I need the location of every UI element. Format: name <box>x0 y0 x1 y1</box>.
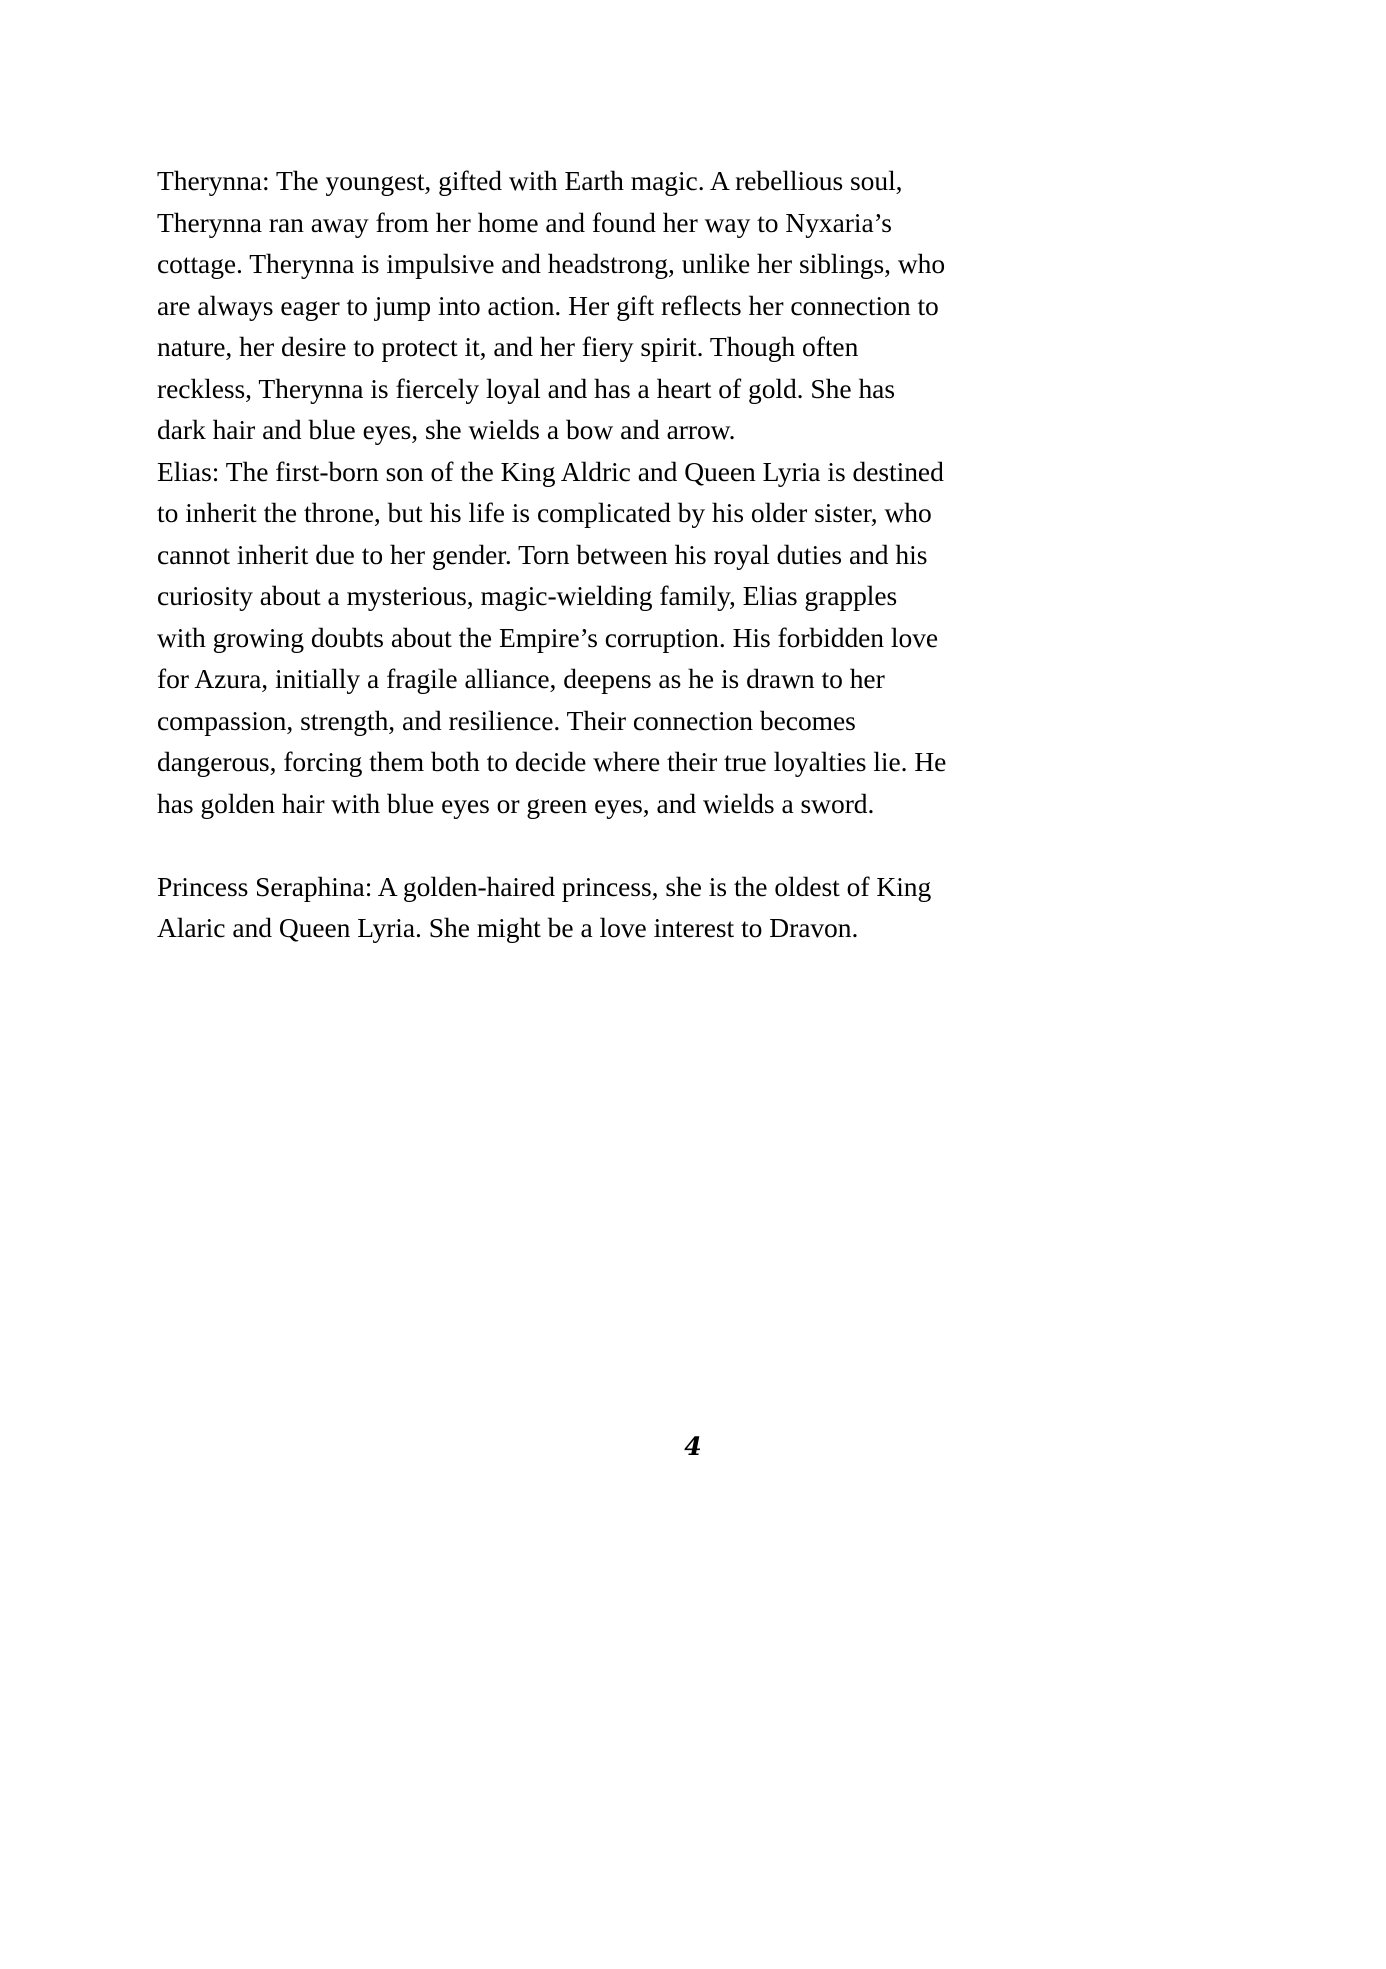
paragraph-seraphina: Princess Seraphina: A golden-haired princess, she is the oldest of King Alaric and Queen Lyria. She might be a love interest to Dravon. <box>157 870 932 943</box>
document-text-column <box>157 160 949 949</box>
page-number: 4 <box>684 1432 702 1461</box>
paragraph-therynna: Therynna: The youngest, gifted with Earth magic. A rebellious soul, Therynna ran away from her home and found her way to Nyxaria’s cottage. Therynna is impulsive and headstrong, unlike her siblings, who are always eager to jump into action. Her gift reflects her connection to nature, her desire to protect it, and her fiery spirit. Though often reckless, Therynna is fiercely loyal and has a heart of gold. She has dark hair and blue eyes, she wields a bow and arrow. <box>157 165 946 445</box>
paragraph-elias: Elias: The first-born son of the King Aldric and Queen Lyria is destined to inherit the throne, but his life is complicated by his older sister, who cannot inherit due to her gender. Torn between his royal duties and his curiosity about a mysterious, magic-wielding family, Elias grapples with growing doubts about the Empire’s corruption. His forbidden love for Azura, initially a fragile alliance, deepens as he is drawn to her compassion, strength, and resilience. Their connection becomes dangerous, forcing them both to decide where their true loyalties lie. He has golden hair with blue eyes or green eyes, and wields a sword. <box>157 455 947 819</box>
